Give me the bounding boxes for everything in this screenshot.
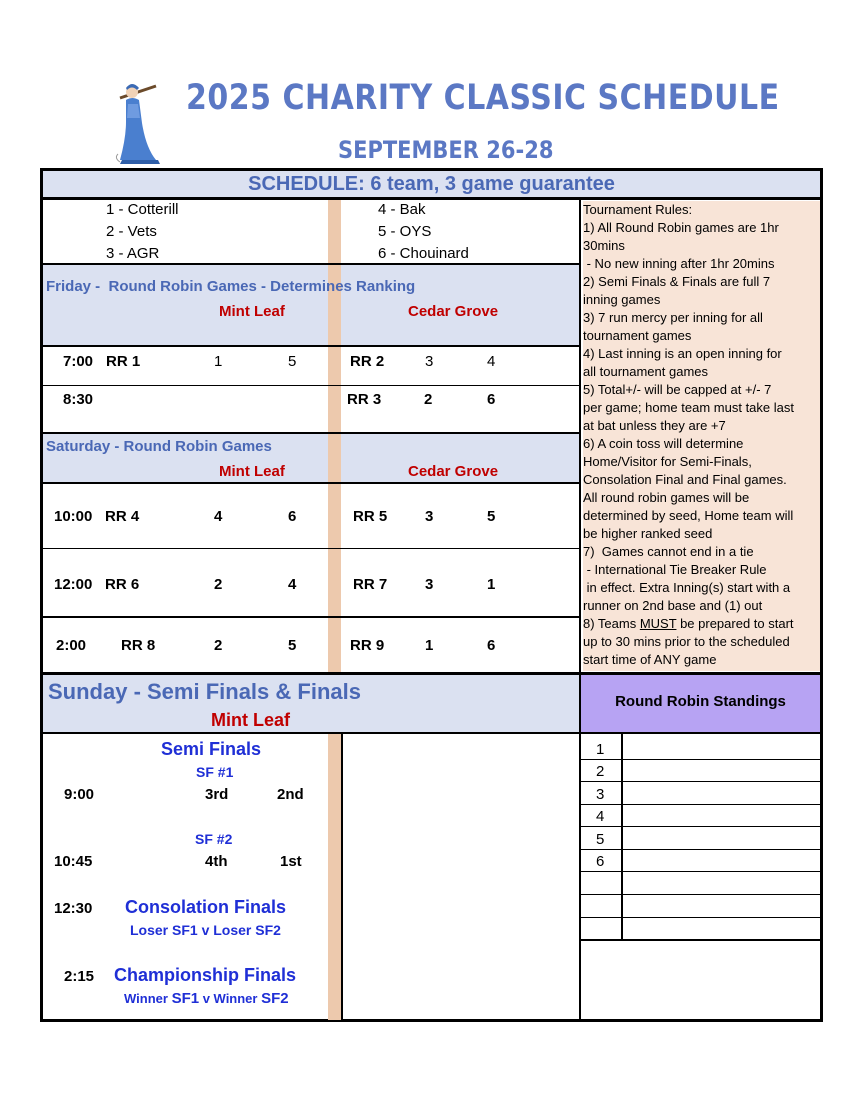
championship-time: 2:15 bbox=[64, 968, 95, 985]
saturday-field-left: Mint Leaf bbox=[219, 463, 285, 480]
sf1-home: 3rd bbox=[205, 786, 229, 803]
sf1-away: 2nd bbox=[277, 786, 304, 803]
rule-line: 2) Semi Finals & Finals are full 7 bbox=[583, 274, 771, 289]
standing-rank: 5 bbox=[596, 831, 605, 848]
friday-field-right: Cedar Grove bbox=[408, 303, 499, 320]
standing-rank: 6 bbox=[596, 853, 605, 870]
consolation-time: 12:30 bbox=[54, 900, 93, 917]
home-seed: 2 bbox=[424, 391, 433, 408]
standing-rank: 4 bbox=[596, 808, 605, 825]
game-id: RR 2 bbox=[350, 353, 385, 370]
home-seed: 3 bbox=[425, 508, 434, 525]
rule-line: - International Tie Breaker Rule bbox=[583, 562, 767, 577]
standings-title: Round Robin Standings bbox=[615, 693, 786, 710]
game-id: RR 8 bbox=[121, 637, 156, 654]
rule-line: 4) Last inning is an open inning for bbox=[583, 346, 782, 361]
rule-line: per game; home team must take last bbox=[583, 400, 794, 415]
sf1-time: 9:00 bbox=[64, 786, 95, 803]
sunday-heading: Sunday - Semi Finals & Finals bbox=[48, 679, 361, 704]
sf2-label: SF #2 bbox=[195, 831, 233, 847]
standing-rank: 2 bbox=[596, 763, 605, 780]
saturday-heading: Saturday - Round Robin Games bbox=[46, 438, 272, 455]
consolation-sub: Loser SF1 v Loser SF2 bbox=[130, 922, 281, 938]
team-1: 1 - Cotterill bbox=[106, 201, 179, 218]
away-seed: 5 bbox=[487, 508, 496, 525]
standing-rank: 1 bbox=[596, 741, 605, 758]
rule8-emphasis: MUST bbox=[639, 616, 677, 631]
team-6: 6 - Chouinard bbox=[378, 245, 469, 262]
semi-finals-title: Semi Finals bbox=[161, 739, 262, 759]
championship-sub-d: SF2 bbox=[261, 990, 289, 1007]
rule-line: 30mins bbox=[583, 238, 625, 253]
home-seed: 4 bbox=[214, 508, 223, 525]
rule8-prefix: 8) Teams bbox=[583, 616, 640, 631]
team-4: 4 - Bak bbox=[378, 201, 426, 218]
rule-line: all tournament games bbox=[583, 364, 709, 379]
home-seed: 1 bbox=[425, 637, 434, 654]
rule-line: Home/Visitor for Semi-Finals, bbox=[583, 454, 752, 469]
standing-rank: 3 bbox=[596, 786, 605, 803]
home-seed: 2 bbox=[214, 576, 223, 593]
sunday-field: Mint Leaf bbox=[211, 710, 290, 730]
sf2-home: 4th bbox=[205, 853, 228, 870]
game-time: 10:00 bbox=[54, 508, 93, 525]
saturday-field-right: Cedar Grove bbox=[408, 463, 499, 480]
game-id: RR 7 bbox=[353, 576, 388, 593]
sunday-divider bbox=[328, 734, 341, 1020]
away-seed: 6 bbox=[487, 391, 496, 408]
rule8-suffix: be prepared to start bbox=[676, 616, 794, 631]
team-2: 2 - Vets bbox=[106, 223, 157, 240]
team-5: 5 - OYS bbox=[378, 223, 432, 240]
page-dates: SEPTEMBER 26-28 bbox=[338, 136, 554, 164]
game-id: RR 9 bbox=[350, 637, 385, 654]
game-id: RR 5 bbox=[353, 508, 388, 525]
rule-line: tournament games bbox=[583, 328, 692, 343]
away-seed: 1 bbox=[487, 576, 496, 593]
home-seed: 3 bbox=[425, 353, 434, 370]
sf1-label: SF #1 bbox=[196, 764, 234, 780]
game-time: 7:00 bbox=[63, 353, 94, 370]
tournament-rules bbox=[583, 201, 820, 671]
rule-line: 3) 7 run mercy per inning for all bbox=[583, 310, 763, 325]
rule-line: start time of ANY game bbox=[583, 652, 717, 667]
rule-line: 6) A coin toss will determine bbox=[583, 436, 744, 451]
game-time: 8:30 bbox=[63, 391, 94, 408]
friday-field-left: Mint Leaf bbox=[219, 303, 285, 320]
rule-line bbox=[583, 615, 820, 633]
game-time: 2:00 bbox=[56, 637, 87, 654]
rule-line: up to 30 mins prior to the scheduled bbox=[583, 634, 790, 649]
rule-line: inning games bbox=[583, 292, 661, 307]
rule-line: be higher ranked seed bbox=[583, 526, 713, 541]
away-seed: 4 bbox=[288, 576, 297, 593]
rule-line: Consolation Final and Final games. bbox=[583, 472, 787, 487]
page-title: 2025 CHARITY CLASSIC SCHEDULE bbox=[186, 78, 780, 119]
away-seed: 6 bbox=[487, 637, 496, 654]
game-time: 12:00 bbox=[54, 576, 93, 593]
friday-heading: Friday - Round Robin Games - Determines Ranking bbox=[46, 278, 416, 295]
game-id: RR 4 bbox=[105, 508, 140, 525]
away-seed: 5 bbox=[288, 637, 297, 654]
championship-sub bbox=[124, 990, 289, 1007]
consolation-title: Consolation Finals bbox=[125, 897, 287, 917]
rule-line: at bat unless they are +7 bbox=[583, 418, 726, 433]
away-seed: 4 bbox=[487, 353, 496, 370]
home-seed: 2 bbox=[214, 637, 223, 654]
away-seed: 6 bbox=[288, 508, 297, 525]
championship-sub-b: SF1 bbox=[171, 990, 200, 1007]
rule-line: 1) All Round Robin games are 1hr bbox=[583, 220, 779, 235]
rule-line: 7) Games cannot end in a tie bbox=[583, 544, 754, 559]
rule-line: 5) Total+/- will be capped at +/- 7 bbox=[583, 382, 772, 397]
championship-sub-a: Winner bbox=[124, 991, 172, 1006]
home-seed: 3 bbox=[425, 576, 434, 593]
rule-line: determined by seed, Home team will bbox=[583, 508, 794, 523]
championship-sub-c: v Winner bbox=[199, 991, 262, 1006]
rule-line: in effect. Extra Inning(s) start with a bbox=[583, 580, 791, 595]
game-id: RR 3 bbox=[347, 391, 382, 408]
friday-header-band bbox=[43, 265, 579, 345]
rule-line: - No new inning after 1hr 20mins bbox=[583, 256, 775, 271]
rule-line: Tournament Rules: bbox=[583, 202, 693, 217]
home-seed: 1 bbox=[214, 353, 223, 370]
schedule-title: SCHEDULE: 6 team, 3 game guarantee bbox=[248, 173, 615, 195]
sf2-away: 1st bbox=[280, 853, 302, 870]
rule-line: runner on 2nd base and (1) out bbox=[583, 598, 763, 613]
sf2-time: 10:45 bbox=[54, 853, 93, 870]
away-seed: 5 bbox=[288, 353, 297, 370]
championship-title: Championship Finals bbox=[114, 965, 297, 985]
game-id: RR 6 bbox=[105, 576, 140, 593]
rule-line: All round robin games will be bbox=[583, 490, 750, 505]
player-logo-icon bbox=[112, 78, 168, 166]
game-id: RR 1 bbox=[106, 353, 141, 370]
team-3: 3 - AGR bbox=[106, 245, 160, 262]
